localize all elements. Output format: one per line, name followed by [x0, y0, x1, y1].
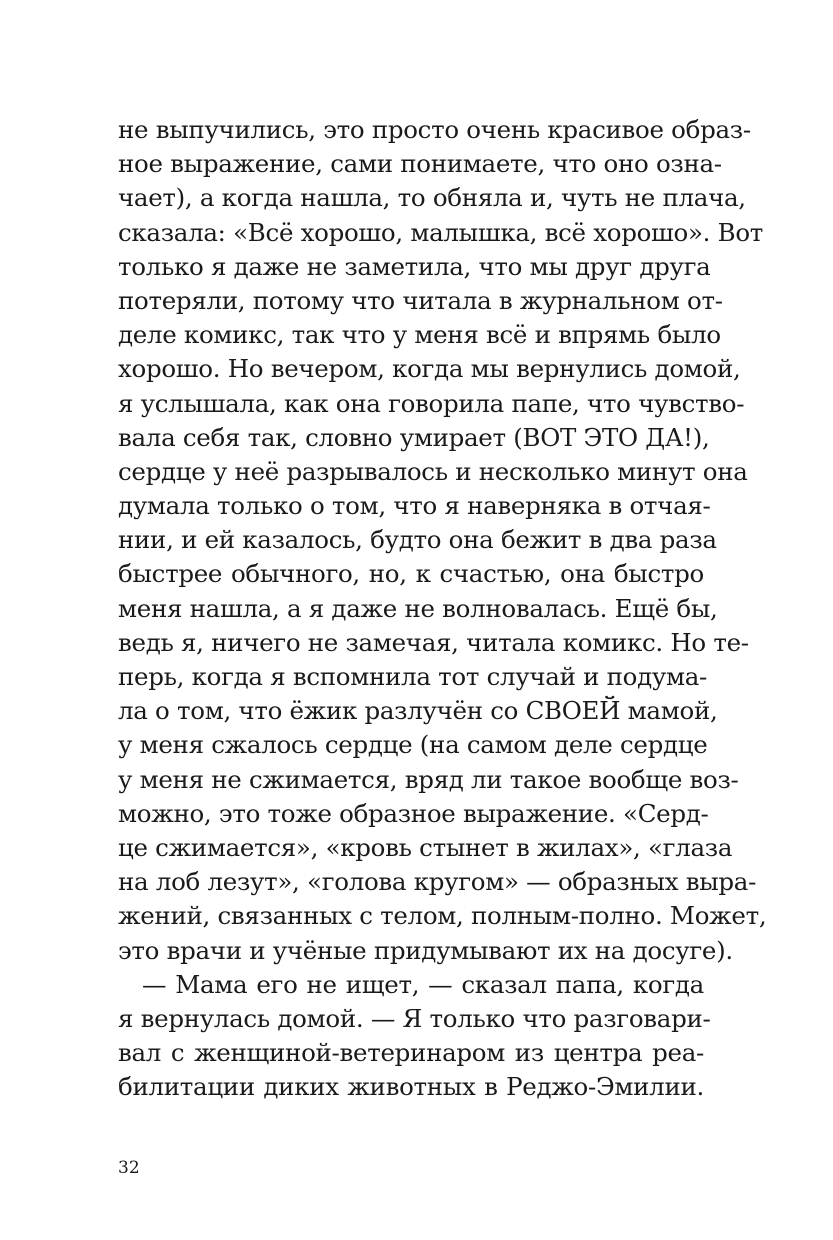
text-line: меня нашла, а я даже не волновалась. Ещё бы, — [118, 593, 718, 623]
text-line: у меня сжалось сердце (на самом деле сердце — [118, 730, 708, 760]
text-line: — Мама его не ищет, — сказал папа, когда — [142, 969, 704, 999]
text-line: деле комикс, так что у меня всё и впрямь было — [118, 320, 721, 350]
text-line: чает), а когда нашла, то обняла и, чуть не плача, — [118, 183, 746, 213]
text-line: жений, связанных с телом, полным-полно. Может, — [118, 901, 767, 931]
text-line: можно, это тоже образное выражение. «Серд- — [118, 798, 709, 828]
text-line: у меня не сжимается, вряд ли такое вообще воз- — [118, 764, 739, 794]
text-line: быстрее обычного, но, к счастью, она быстро — [118, 559, 704, 589]
text-line: не выпучились, это просто очень красивое образ- — [118, 115, 751, 144]
text-line: ла о том, что ёжик разлучён со СВОЕЙ мамой, — [118, 696, 718, 726]
text-line: только я даже не заметила, что мы друг друга — [118, 251, 711, 281]
text-line: вала себя так, словно умирает (ВОТ ЭТО ДА!), — [118, 422, 710, 452]
text-line: ведь я, ничего не замечая, читала комикс. Но те- — [118, 627, 749, 657]
body-text — [118, 113, 767, 1104]
text-line: на лоб лезут», «голова кругом» — образных выра- — [118, 867, 757, 897]
text-line: це сжимается», «кровь стынет в жилах», «глаза — [118, 832, 733, 862]
text-line: хорошо. Но вечером, когда мы вернулись домой, — [118, 354, 741, 384]
text-line: потеряли, потому что читала в журнальном от- — [118, 285, 723, 315]
text-line: это врачи и учёные придумывают их на досуге). — [118, 935, 733, 965]
text-line: вал с женщиной-ветеринаром из центра реа- — [118, 1038, 704, 1068]
text-line: нии, и ей казалось, будто она бежит в два раза — [118, 525, 717, 555]
text-line: билитации диких животных в Реджо-Эмилии. — [118, 1072, 704, 1102]
text-line: думала только о том, что я наверняка в отчая- — [118, 491, 711, 521]
text-line: я услышала, как она говорила папе, что чувство- — [118, 388, 745, 418]
text-line: я вернулась домой. — Я только что разговари- — [118, 1003, 711, 1033]
page-number: 32 — [118, 1158, 140, 1178]
text-line: ное выражение, сами понимаете, что оно озна- — [118, 149, 722, 179]
text-line: перь, когда я вспомнила тот случай и подума- — [118, 662, 708, 691]
text-line: сказала: «Всё хорошо, малышка, всё хорошо». Вот — [118, 217, 764, 247]
text-line: сердце у неё разрывалось и несколько минут она — [118, 456, 748, 486]
